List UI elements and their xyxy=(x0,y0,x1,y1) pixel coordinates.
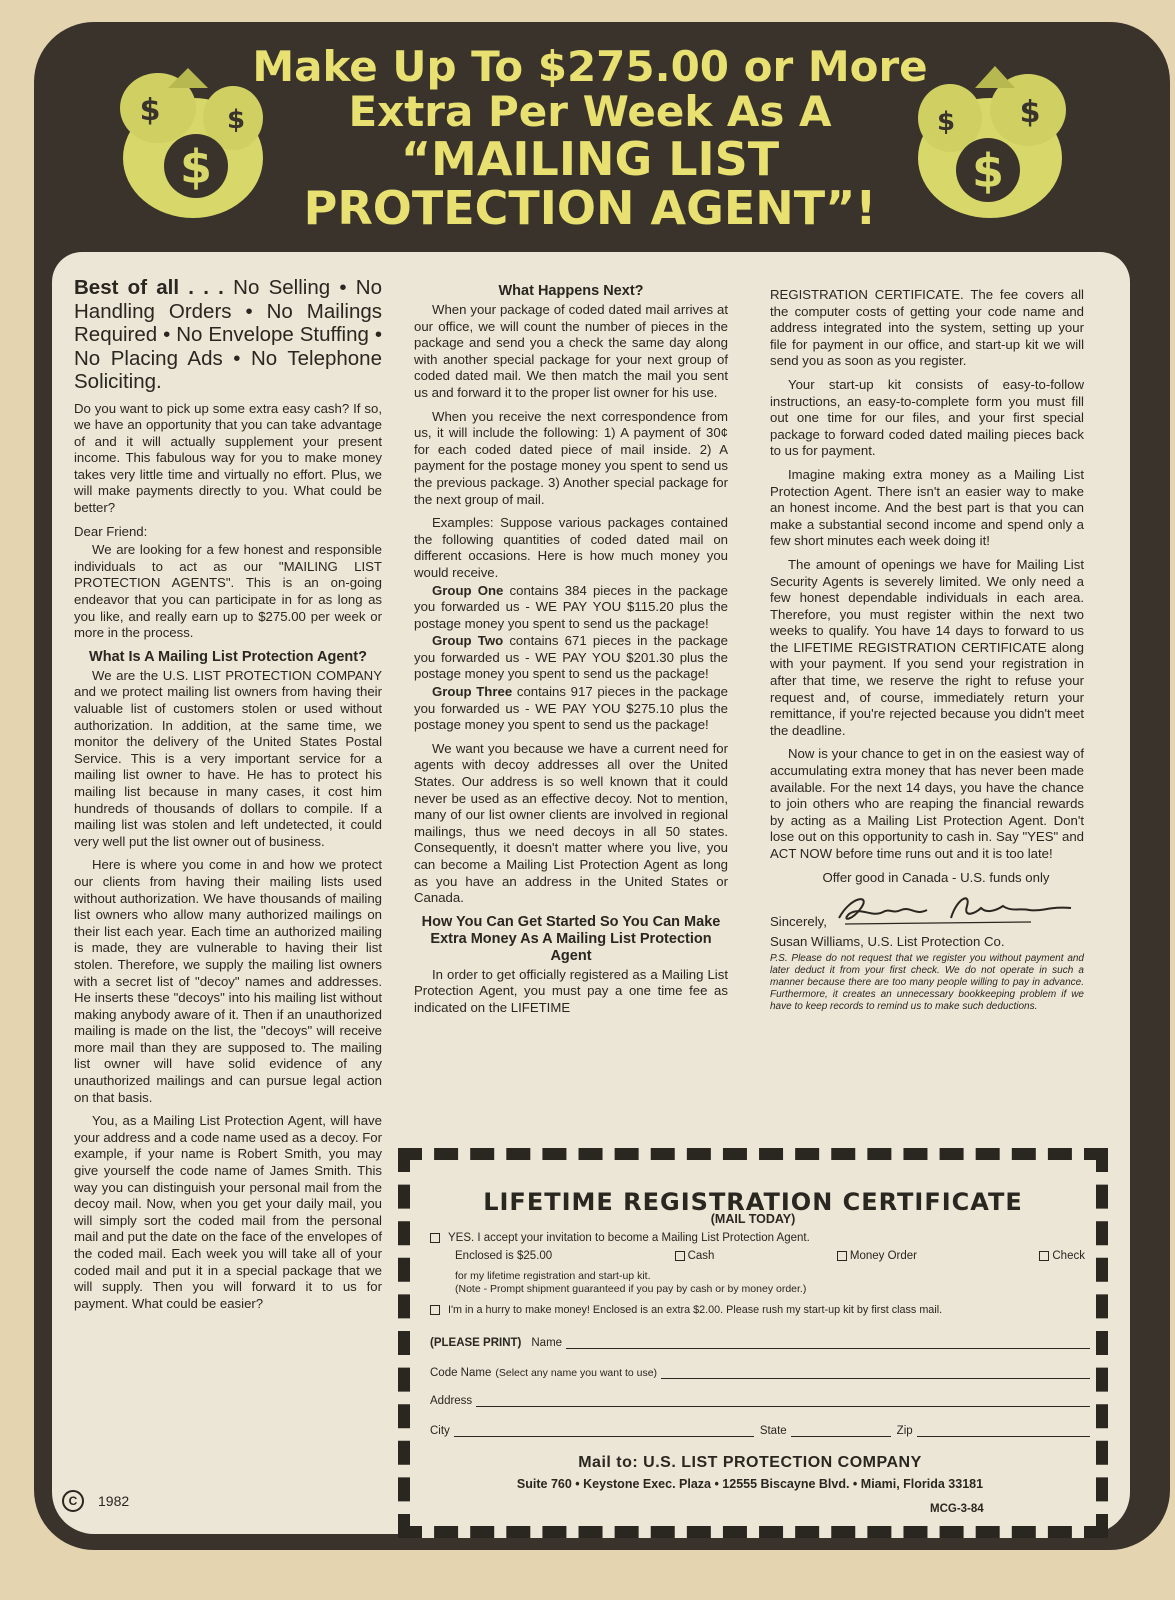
group-one-paragraph xyxy=(414,583,728,633)
city-field[interactable] xyxy=(454,1424,754,1437)
svg-text:$: $ xyxy=(936,107,956,137)
column-3 xyxy=(770,287,1084,1020)
zip-field[interactable] xyxy=(917,1424,1090,1437)
svg-text:$: $ xyxy=(1019,95,1041,130)
copyright xyxy=(62,1490,129,1512)
city-label: City xyxy=(430,1425,450,1437)
group-one-label: Group One xyxy=(432,582,504,598)
copyright-icon: C xyxy=(62,1490,84,1512)
address-row xyxy=(430,1394,1090,1407)
certificate-title: LIFETIME REGISTRATION CERTIFICATE xyxy=(483,1188,1023,1216)
ps-note: P.S. Please do not request that we register you without payment and later deduct it from your first check. We do not operate in such a manner because there are too many people willing to pay in advance. Furthermore, it creates an unnecessary bookkeeping problem if we have to keep records to remind us to make such deductions. xyxy=(770,952,1084,1012)
headline-line-3: “MAILING LIST xyxy=(400,131,780,186)
registration-fee-paragraph: In order to get officially registered as a Mailing List Protection Agent, you must pay a one time fee as indicated on the LIFETIME xyxy=(414,966,728,1015)
openings-paragraph: The amount of openings we have for Mailing List Security Agents is severely limited. We only need a few honest dependable individuals in each area. Therefore, you must register within the next two weeks to qualify. You have 14 days to forward to us the LIFETIME REGISTRATION CERTIFICATE along with your payment. If you send your registration in after that time, we reserve the right to refuse your request and, of course, immediately return your remittance, if you're rejected because you didn't meet the deadline. xyxy=(770,556,1084,738)
code-name-hint: (Select any name you want to use) xyxy=(495,1367,658,1379)
next-correspondence-paragraph: When you receive the next correspondence from us, it will include the following: 1) A payment of 30¢ for each coded dated piece of mail inside. 2) A payment for the postage money you spent to send us the previous package. 3) Another special package for the next group of mail. xyxy=(414,408,728,507)
money-order-option xyxy=(837,1250,917,1262)
check-label: Check xyxy=(1052,1250,1085,1262)
check-option xyxy=(1039,1250,1085,1262)
name-label: Name xyxy=(531,1337,563,1349)
best-of-all-lead: Best of all . . . xyxy=(74,276,224,299)
yes-option-row xyxy=(430,1232,1090,1244)
state-field[interactable] xyxy=(791,1424,891,1437)
group-three-label: Group Three xyxy=(432,684,513,700)
headline xyxy=(200,44,980,234)
headline-line-2: Extra Per Week As A xyxy=(348,87,832,137)
package-arrives-paragraph: When your package of coded dated mail arrives at our office, we will count the number of pieces in the package and send you a check the same day along with another special package for your next group of coded dated mail. We then match the mail you sent us and forward it to the proper list owner for his use. xyxy=(414,302,728,400)
hurry-text: I'm in a hurry to make money! Enclosed is an extra $2.00. Please rush my start-up kit by first class mail. xyxy=(448,1304,943,1316)
best-of-all-paragraph xyxy=(74,276,382,394)
offer-note: Offer good in Canada - U.S. funds only xyxy=(822,869,1050,885)
why-we-want-you-paragraph: We want you because we have a current need for agents with decoy addresses all over the United States. Our address is so well known that it could never be used as an effective decoy. Not to mention, many of our list owner clients are involved in regional mailings, thus we need decoys in all 50 states. Consequently, it doesn't matter where you live, you can become a Mailing List Protection Agent as long as you have an address in the United States or Canada. xyxy=(414,740,728,906)
code-name-label: Code Name xyxy=(430,1367,492,1379)
cash-checkbox[interactable] xyxy=(675,1251,685,1261)
best-of-all-list: No Selling • No Handling Orders • No Mailings Required • No Envelope Stuffing • No Placing Ads • No Telephone Soliciting. xyxy=(74,276,382,393)
signature-row xyxy=(770,888,1084,930)
mail-to-line: Mail to: U.S. LIST PROTECTION COMPANY xyxy=(578,1454,922,1471)
how-to-get-started-heading: How You Can Get Started So You Can Make Extra Money As A Mailing List Protection Agent xyxy=(421,913,721,964)
address-field[interactable] xyxy=(476,1394,1090,1407)
payment-row xyxy=(455,1250,1085,1262)
cash-label: Cash xyxy=(687,1250,715,1262)
prompt-note: (Note - Prompt shipment guaranteed if you pay by cash or by money order.) xyxy=(455,1283,807,1295)
certificate-fee-paragraph: REGISTRATION CERTIFICATE. The fee covers all the computer costs of getting your code name and address integrated into the system, setting up your file for payment in our office, and start-up kit we will send you as soon as you register. xyxy=(770,287,1084,369)
hurry-option-row xyxy=(430,1304,1090,1316)
city-state-zip-row xyxy=(430,1424,1090,1437)
address-label: Address xyxy=(430,1395,473,1407)
hurry-checkbox[interactable] xyxy=(430,1305,440,1315)
group-three-text: contains 917 pieces in the package you forwarded us - WE PAY YOU $275.10 plus the postage money you spent to send us the package! xyxy=(414,684,728,733)
group-two-label: Group Two xyxy=(432,633,504,649)
enclosed-amount: Enclosed is $25.00 xyxy=(455,1250,553,1262)
company-paragraph: We are the U.S. LIST PROTECTION COMPANY and we protect mailing list owners from having their valuable list of customers stolen or used without authorization. In addition, at the same time, we monitor the delivery of the United States Postal Service. This is a very important service for a mailing list owner to have. He has to protect his mailing list because in many cases, it cost him hundreds of thousands of dollars to compile. If a mailing list was stolen and left undetected, it could very well put the list owner out of business. xyxy=(74,667,382,849)
what-is-agent-heading: What Is A Mailing List Protection Agent? xyxy=(89,648,367,665)
signer-name: Susan Williams, U.S. List Protection Co. xyxy=(770,934,1005,950)
mailing-address: Suite 760 • Keystone Exec. Plaza • 12555 Biscayne Blvd. • Miami, Florida 33181 xyxy=(516,1477,984,1491)
svg-text:$: $ xyxy=(179,140,213,194)
name-field[interactable] xyxy=(566,1336,1090,1349)
now-is-your-chance-paragraph: Now is your chance to get in on the easiest way of accumulating extra money that has never been made available. For the next 14 days, you have the chance to join others who are reaping the financial rewards by acting as a Mailing List Protection Agent. Don't lose out on this opportunity to cash in. Say "YES" and ACT NOW before time runs out and it is too late! xyxy=(770,746,1084,861)
code-name-row xyxy=(430,1366,1090,1379)
imagine-paragraph: Imagine making extra money as a Mailing List Protection Agent. There isn't an easier way to make an honest income. And the best part is that you can make a substantial second income and spend only a few short minutes each week doing it! xyxy=(770,466,1084,549)
copyright-year: 1982 xyxy=(98,1493,130,1509)
dear-friend-paragraph: We are looking for a few honest and responsible individuals to act as our "MAILING LIST PROTECTION AGENTS". This is an on-going endeavor that you can participate in for as long as you like, and really earn up to $275.00 per week or more in the process. xyxy=(74,542,382,641)
cash-option xyxy=(675,1250,715,1262)
certificate-subtitle: (MAIL TODAY) xyxy=(710,1212,796,1226)
as-an-agent-paragraph: You, as a Mailing List Protection Agent, will have your address and a code name used as a decoy. For example, if your name is Robert Smith, you may give yourself the code name of James Smith. This way you can distinguish your personal mail from the decoy mail. Now, when you get your daily mail, you will simply sort the coded mail from the personal mail and put the date on the face of the envelopes of the coded mail. Each week you will take all of your coded mail and put it in a special package that we will supply. Then you will forward it to us for payment. What could be easier? xyxy=(74,1113,382,1311)
zip-label: Zip xyxy=(896,1425,913,1437)
yes-text: YES. I accept your invitation to become a Mailing List Protection Agent. xyxy=(448,1232,810,1244)
svg-text:$: $ xyxy=(226,105,246,135)
yes-checkbox[interactable] xyxy=(430,1233,440,1243)
where-you-come-in-paragraph: Here is where you come in and how we protect our clients from having their mailing lists used without authorization. We have thousands of mailing list owners who allow many authorized mailings on their list each year. Each time an authorized mailing is made, they are vulnerable to having their list stolen. Therefore, we supply the mailing list owners with a secret list of "decoy" names and addresses. He inserts these "decoys" into his mailing list without making anybody aware of it. Then if an unauthorized mailing is made on the list, the "decoys" will receive more mail than they are supposed to. The mailing list owner will have solid evidence of any unauthorized mailings and can pursue legal action on that basis. xyxy=(74,857,382,1105)
column-2 xyxy=(414,283,728,1024)
salutation: Dear Friend: xyxy=(74,523,148,539)
check-checkbox[interactable] xyxy=(1039,1251,1049,1261)
group-two-text: contains 671 pieces in the package you forwarded us - WE PAY YOU $201.30 plus the postage money you spent to send us the package! xyxy=(414,633,728,682)
money-order-label: Money Order xyxy=(849,1250,917,1262)
what-happens-next-heading: What Happens Next? xyxy=(498,283,644,299)
sincerely-label: Sincerely, xyxy=(770,913,827,929)
headline-line-4: PROTECTION AGENT”! xyxy=(303,181,877,236)
group-one-text: contains 384 pieces in the package you forwarded us - WE PAY YOU $115.20 plus the postage money you spent to send us the package! xyxy=(414,582,728,631)
start-up-kit-paragraph: Your start-up kit consists of easy-to-follow instructions, an easy-to-complete form you must fill out one time for our files, and your first special package to forward coded dated mailing pieces back to us for payment. xyxy=(770,376,1084,459)
name-row xyxy=(430,1336,1090,1349)
state-label: State xyxy=(759,1425,787,1437)
handwritten-signature xyxy=(831,888,1081,930)
please-print-label: (PLEASE PRINT) xyxy=(430,1337,522,1349)
svg-text:$: $ xyxy=(971,144,1005,198)
intro-paragraph: Do you want to pick up some extra easy cash? If so, we have an opportunity that you can take advantage of and it will actually supplement your present income. This fabulous way for you to make money takes very little time and virtually no effort. Plus, we will make payments directly to you. What could be better? xyxy=(74,400,382,516)
examples-paragraph: Examples: Suppose various packages contained the following quantities of coded dated mail on different occasions. Here is how much money you would receive. xyxy=(414,515,728,580)
headline-line-1: Make Up To $275.00 or More xyxy=(252,42,928,91)
coupon-code: MCG-3-84 xyxy=(930,1503,984,1515)
column-1 xyxy=(74,276,382,1319)
code-name-field[interactable] xyxy=(661,1366,1090,1379)
group-three-paragraph xyxy=(414,684,728,734)
svg-text:$: $ xyxy=(139,93,161,128)
money-order-checkbox[interactable] xyxy=(837,1251,847,1261)
lifetime-note: for my lifetime registration and start-up kit. xyxy=(455,1270,651,1282)
group-two-paragraph xyxy=(414,633,728,683)
